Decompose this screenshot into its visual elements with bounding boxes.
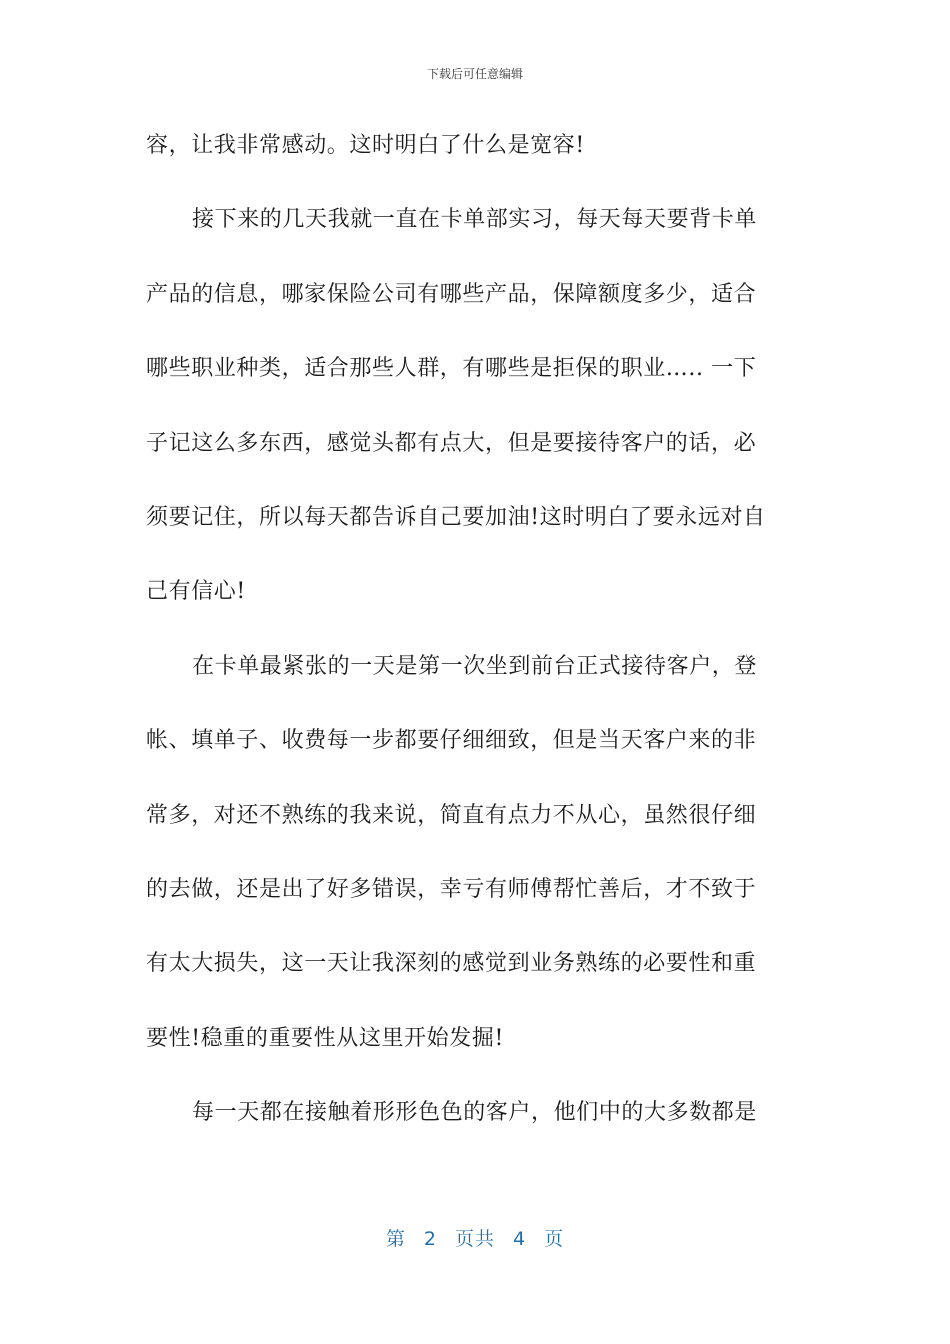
text-line: 容，让我非常感动。这时明白了什么是宽容! <box>146 133 585 158</box>
current-page-number: 2 <box>423 1228 437 1250</box>
footer-prefix: 第 <box>385 1228 406 1250</box>
text-line: 的去做，还是出了好多错误，幸亏有师傅帮忙善后，才不致于 <box>146 876 757 902</box>
text-line: 须要记住，所以每天都告诉自己要加油!这时明白了要永远对自 <box>146 504 766 530</box>
text-line: 己有信心! <box>146 579 246 605</box>
text-line: 帐、填单子、收费每一步都要仔细细致，但是当天客户来的非 <box>146 728 757 754</box>
page-header: 下载后可任意编辑 <box>426 67 523 81</box>
footer-middle: 页共 <box>454 1228 495 1250</box>
text-line: 子记这么多东西，感觉头都有点大，但是要接待客户的话，必 <box>146 430 757 456</box>
text-line: 常多，对还不熟练的我来说，简直有点力不从心，虽然很仔细 <box>146 802 757 828</box>
text-line: 哪些职业种类，适合那些人群，有哪些是拒保的职业….. 一下 <box>146 356 757 382</box>
text-line: 有太大损失，这一天让我深刻的感觉到业务熟练的必要性和重 <box>146 951 757 977</box>
text-line: 在卡单最紧张的一天是第一次坐到前台正式接待客户，登 <box>192 653 758 679</box>
total-pages-number: 4 <box>513 1228 527 1250</box>
footer-suffix: 页 <box>544 1228 565 1250</box>
text-line: 产品的信息，哪家保险公司有哪些产品，保障额度多少，适合 <box>146 281 757 307</box>
page-footer <box>0 1226 950 1252</box>
document-body <box>146 109 806 1150</box>
text-line: 要性!稳重的重要性从这里开始发掘! <box>146 1025 504 1051</box>
text-line: 每一天都在接触着形形色色的客户，他们中的大多数都是 <box>192 1100 758 1126</box>
text-line: 接下来的几天我就一直在卡单部实习，每天每天要背卡单 <box>192 207 758 233</box>
